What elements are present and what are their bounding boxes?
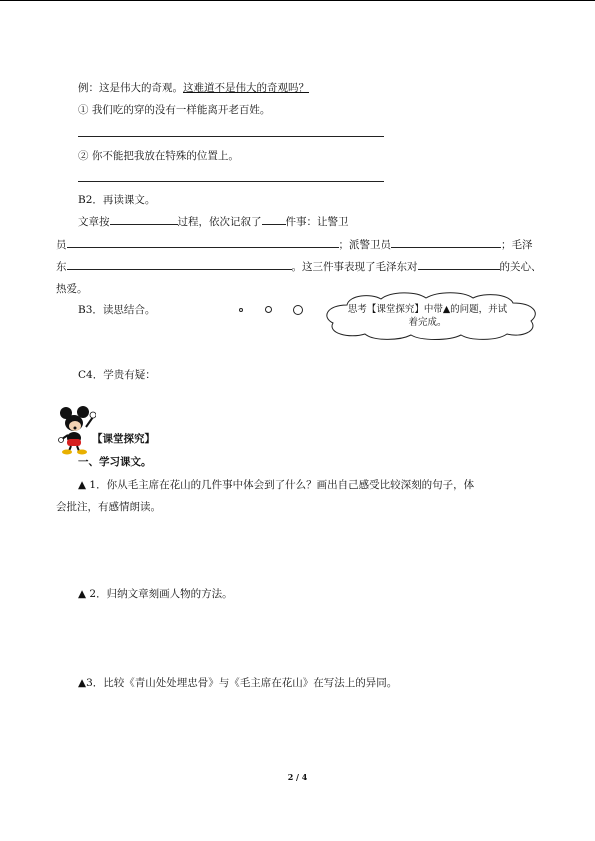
- b2-line-2: [56, 237, 533, 252]
- blank-process[interactable]: [110, 214, 178, 225]
- blank-count[interactable]: [262, 214, 286, 225]
- b2-line3-a: 东: [56, 261, 67, 273]
- blank-event-2[interactable]: [391, 237, 501, 248]
- thought-bubble-dot-large: [293, 305, 303, 315]
- section-title: 【课堂探究】: [92, 433, 155, 445]
- b2-line2-b: ；派警卫员: [338, 239, 391, 251]
- thought-cloud-text: 思考【课堂探究】中带▲的问题，并试着完成。: [347, 304, 508, 328]
- c4-heading: C4．学贵有疑：: [78, 369, 156, 381]
- section-subtitle: 一、学习课文。: [78, 456, 152, 468]
- b2-line1-b: 过程，依次记叙了: [177, 216, 262, 228]
- page-number: 2 / 4: [287, 772, 308, 782]
- b2-line-1: [78, 214, 349, 229]
- page-top-border: [0, 0, 595, 1]
- blank-event-1[interactable]: [67, 237, 339, 248]
- blank-event-3[interactable]: [67, 259, 292, 270]
- example-prefix: 例：这是伟大的奇观。: [78, 82, 183, 94]
- b2-line2-a: 员: [56, 239, 67, 251]
- b2-line-3: [56, 259, 542, 274]
- question-2: ▲ 2．归纳文章刻画人物的方法。: [78, 588, 233, 600]
- b2-heading: B2．再读课文。: [78, 194, 156, 206]
- mickey-mouse-icon: [56, 405, 96, 455]
- example-underlined: 这难道不是伟大的奇观吗？: [183, 82, 309, 94]
- b2-line1-a: 文章按: [78, 216, 110, 228]
- blank-target[interactable]: [418, 259, 500, 270]
- b2-line3-c: 的关心、: [499, 261, 542, 273]
- b2-line3-b: 。这三件事表现了毛泽东对: [291, 261, 418, 273]
- exercise-1-text: ① 我们吃的穿的没有一样能离开老百姓。: [78, 104, 271, 116]
- b3-heading: B3．读思结合。: [78, 304, 156, 316]
- exercise-2-answer-line[interactable]: [78, 181, 384, 182]
- exercise-1-answer-line[interactable]: [78, 136, 384, 137]
- b2-line2-c: ；毛泽: [501, 239, 533, 251]
- question-1-line-1: ▲ 1．你从毛主席在花山的几件事中体会到了什么？画出自己感受比较深刻的句子，体: [78, 479, 475, 491]
- question-1-line-2: 会批注，有感情朗读。: [56, 501, 161, 513]
- example-line: [78, 80, 309, 95]
- thought-bubble-dot-medium: [265, 306, 272, 313]
- exercise-2-text: ② 你不能把我放在特殊的位置上。: [78, 150, 239, 162]
- b2-line-4: 热爱。: [56, 283, 88, 295]
- question-3: ▲3．比较《青山处处埋忠骨》与《毛主席在花山》在写法上的异同。: [78, 677, 398, 689]
- thought-bubble-dot-small: [239, 308, 243, 312]
- b2-line1-c: 件事：让警卫: [285, 216, 349, 228]
